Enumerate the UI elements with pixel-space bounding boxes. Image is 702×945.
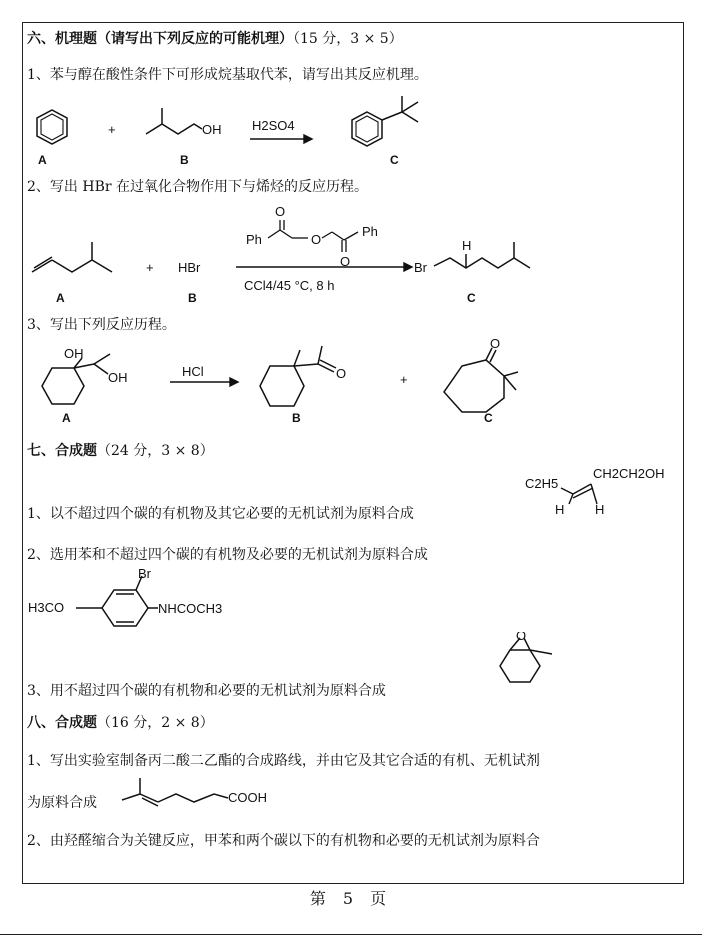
section6-q3: 3、写出下列反应历程。: [27, 317, 176, 333]
bromoalkane-structure: [434, 242, 530, 268]
target-alkenol: [515, 462, 683, 520]
page-number: 第 5 页: [309, 889, 393, 908]
ketone-structure: [260, 346, 336, 406]
ph-right: Ph: [362, 224, 378, 239]
tert-butylbenzene-structure: [352, 96, 418, 146]
acid-chain-bonds: [122, 778, 228, 806]
br-label: Br: [414, 260, 427, 275]
epoxycyclohexane-bonds: [500, 638, 552, 682]
label-c: C: [484, 411, 493, 425]
isobutanol-structure: [146, 108, 202, 134]
section8-heading: [27, 714, 214, 732]
oh-label-1: OH: [64, 346, 84, 361]
alkene-structure: [32, 242, 112, 272]
carbonyl-o-left: O: [275, 204, 286, 219]
label-a: A: [56, 291, 65, 305]
reaction2-scheme: [22, 198, 682, 310]
label-b: B: [188, 291, 197, 305]
cooh-label: COOH: [228, 790, 267, 805]
page-bottom-edge: [0, 934, 702, 945]
oh-label: OH: [202, 122, 222, 137]
carbonyl-o-right: O: [340, 254, 351, 269]
cycloheptanone-o: O: [490, 336, 501, 351]
section6-score: （15 分，3 × 5）: [293, 31, 403, 47]
section8-q1-line2: 为原料合成: [27, 795, 97, 811]
section7-title: 七、合成题: [27, 443, 97, 459]
section7-q2: 2、选用苯和不超过四个碳的有机物及必要的无机试剂为原料合成: [27, 547, 428, 563]
target-acetanilide: [24, 566, 264, 642]
br-substituent: Br: [138, 566, 151, 581]
ketone-o: O: [336, 366, 347, 381]
cycloheptanone-structure: [444, 348, 518, 412]
diol-structure: [42, 354, 110, 404]
reaction2-arrow: [236, 263, 412, 271]
section6-heading: [27, 30, 403, 48]
label-b: B: [180, 153, 189, 167]
label-b: B: [292, 411, 301, 425]
target-epoxide: [480, 632, 570, 688]
h-right: H: [595, 502, 605, 517]
section6-title: 六、机理题: [27, 31, 97, 47]
section8-score: （16 分，2 × 8）: [97, 715, 214, 731]
section8-q2: 2、由羟醛缩合为关键反应，甲苯和两个碳以下的有机物和必要的无机试剂为原料合: [27, 833, 540, 849]
epoxide-o: O: [516, 632, 527, 643]
section7-q1: 1、以不超过四个碳的有机物及其它必要的无机试剂为原料合成: [27, 506, 414, 522]
conditions-ccl4: CCl4/45 °C, 8 h: [244, 278, 335, 293]
benzene-structure: [37, 110, 67, 144]
target-acid: [118, 776, 278, 812]
oh-label-2: OH: [108, 370, 128, 385]
plus-sign: +: [108, 122, 116, 137]
section7-heading: [27, 442, 214, 460]
reaction3-arrow: [170, 378, 238, 386]
plus-sign: +: [146, 260, 154, 275]
nhcoch3-label: NHCOCH3: [158, 601, 223, 616]
cis-alkene-bonds: [561, 484, 597, 504]
label-c: C: [390, 153, 399, 167]
h-label: H: [462, 238, 472, 253]
plus-sign: +: [400, 372, 408, 387]
section8-title: 八、合成题: [27, 715, 97, 731]
label-a: A: [38, 153, 47, 167]
reaction1-arrow: [250, 135, 312, 143]
section7-q3: 3、用不超过四个碳的有机物和必要的无机试剂为原料合成: [27, 683, 386, 699]
c2h5-label: C2H5: [525, 476, 559, 491]
label-c: C: [467, 291, 476, 305]
reaction1-scheme: [22, 92, 682, 172]
peroxide-o: O: [311, 232, 322, 247]
reaction3-scheme: [22, 336, 682, 430]
reagent-hcl: HCl: [182, 364, 204, 379]
section6-q1: 1、苯与醇在酸性条件下可形成烷基取代苯，请写出其反应机理。: [27, 67, 428, 83]
section7-score: （24 分，3 × 8）: [97, 443, 214, 459]
section6-title-note: （请写出下列反应的可能机理）: [97, 31, 293, 47]
reagent-h2so4: H2SO4: [252, 118, 295, 133]
hbr-label: HBr: [178, 260, 201, 275]
h-left: H: [555, 502, 565, 517]
label-a: A: [62, 411, 71, 425]
substituted-benzene-ring: [76, 576, 158, 626]
h3co-label: H3CO: [28, 600, 65, 615]
ph-left: Ph: [246, 232, 262, 247]
ch2ch2oh-label: CH2CH2OH: [593, 466, 665, 481]
section8-q1-line1: 1、写出实验室制备丙二酸二乙酯的合成路线，并由它及其它合适的有机、无机试剂: [27, 753, 540, 769]
section6-q2: 2、写出 HBr 在过氧化合物作用下与烯烃的反应历程。: [27, 179, 368, 195]
